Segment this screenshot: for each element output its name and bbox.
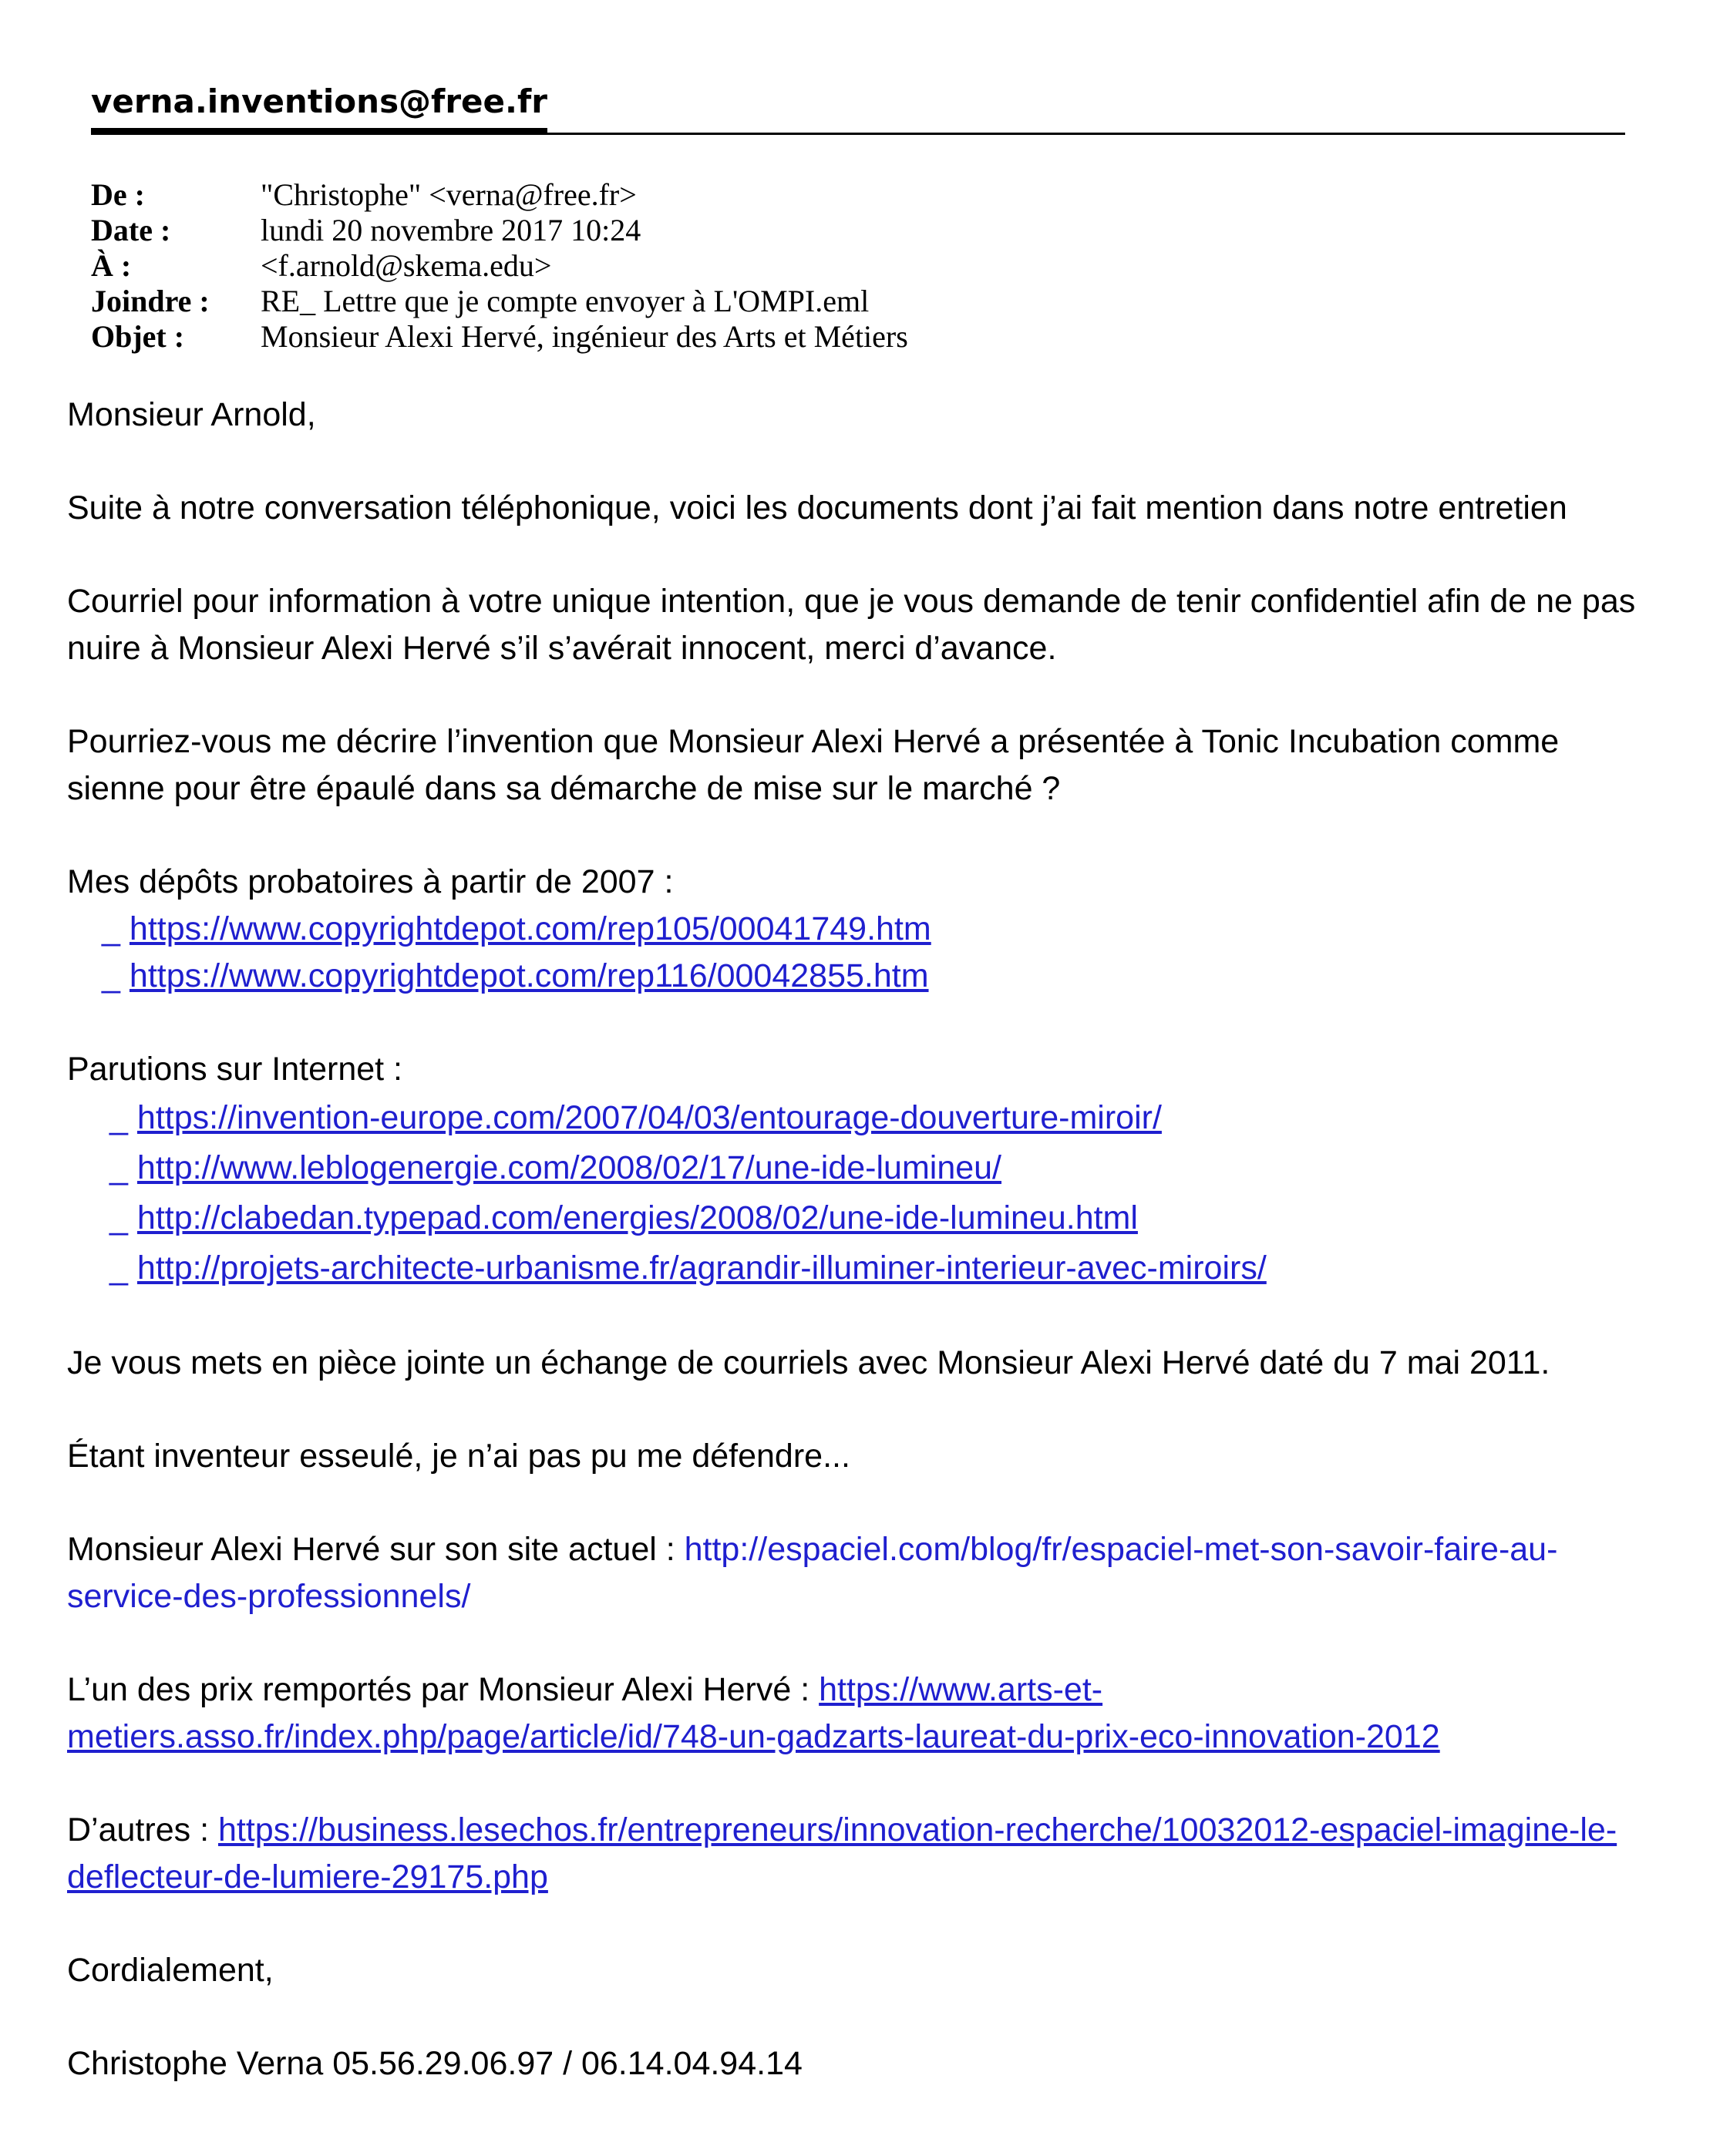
header-label: Date : xyxy=(91,213,171,247)
header-label: Joindre : xyxy=(91,284,210,318)
header-date xyxy=(91,213,908,248)
paragraph-prize xyxy=(67,1667,1655,1761)
prize-prefix: L’un des prix remportés par Monsieur Alexi Hervé : xyxy=(67,1671,820,1708)
paragraph-others xyxy=(67,1807,1655,1901)
greeting: Monsieur Arnold, xyxy=(67,396,316,433)
parution-link[interactable]: http://clabedan.typepad.com/energies/2008/02/une-ide-lumineu.html xyxy=(136,1199,1138,1236)
site-prefix: Monsieur Alexi Hervé sur son site actuel : xyxy=(67,1531,685,1568)
header-value: <f.arnold@skema.edu> xyxy=(261,248,552,283)
prize-link[interactable]: https://www.arts-et-metiers.asso.fr/index.php/page/article/id/748-un-gadzarts-laureat-du-prix-eco-innovation-2012 xyxy=(67,1671,1440,1755)
parutions-heading: Parutions sur Internet : xyxy=(67,1051,402,1088)
header-label: Objet : xyxy=(91,319,185,354)
deposit-link[interactable]: https://www.copyrightdepot.com/rep105/00041749.htm xyxy=(129,910,931,947)
parution-link[interactable]: http://www.leblogenergie.com/2008/02/17/une-ide-lumineu/ xyxy=(136,1149,1002,1186)
list-item xyxy=(67,1093,1655,1143)
header-value: "Christophe" <verna@free.fr> xyxy=(261,177,637,212)
header-label: De : xyxy=(91,177,145,212)
bullet: _ xyxy=(109,1099,128,1136)
header-value[interactable]: RE_ Lettre que je compte envoyer à L'OMPI.eml xyxy=(261,284,870,318)
others-link[interactable]: https://business.lesechos.fr/entrepreneurs/innovation-recherche/10032012-espaciel-imagine-le-deflecteur-de-lumiere-29175.php xyxy=(67,1811,1617,1895)
list-item xyxy=(67,953,1655,1000)
parutions-section xyxy=(67,1046,1655,1293)
parution-link[interactable]: http://projets-architecte-urbanisme.fr/agrandir-illuminer-interieur-avec-miroirs/ xyxy=(136,1250,1267,1287)
paragraph-attachment-note: Je vous mets en pièce jointe un échange de courriels avec Monsieur Alexi Hervé daté du 7 mai 2011. xyxy=(67,1344,1550,1381)
paragraph-defense: Étant inventeur esseulé, je n’ai pas pu me défendre... xyxy=(67,1438,850,1475)
header-label: À : xyxy=(91,248,132,283)
others-prefix: D’autres : xyxy=(67,1811,218,1848)
title-divider xyxy=(91,133,1625,135)
header-value: lundi 20 novembre 2017 10:24 xyxy=(261,213,641,247)
deposits-heading: Mes dépôts probatoires à partir de 2007 : xyxy=(67,863,674,900)
bullet: _ xyxy=(109,1199,128,1236)
deposits-section xyxy=(67,859,1655,1000)
parution-link[interactable]: https://invention-europe.com/2007/04/03/entourage-douverture-miroir/ xyxy=(136,1099,1162,1136)
bullet: _ xyxy=(102,910,120,947)
email-body xyxy=(67,392,1655,2134)
list-item xyxy=(67,1193,1655,1243)
site-link[interactable]: http://espaciel.com/blog/fr/espaciel-met-son-savoir-faire-au-service-des-professionnels/ xyxy=(67,1531,1558,1615)
deposit-link[interactable]: https://www.copyrightdepot.com/rep116/00042855.htm xyxy=(129,957,929,994)
bullet: _ xyxy=(102,957,120,994)
paragraph-intro: Suite à notre conversation téléphonique, voici les documents dont j’ai fait mention dans notre entretien xyxy=(67,489,1567,526)
signature: Christophe Verna 05.56.29.06.97 / 06.14.04.94.14 xyxy=(67,2045,803,2082)
email-headers xyxy=(91,177,908,355)
header-to xyxy=(91,248,908,284)
paragraph-question: Pourriez-vous me décrire l’invention que Monsieur Alexi Hervé a présentée à Tonic Incubation comme sienne pour être épaulé dans sa démarche de mise sur le marché ? xyxy=(67,723,1560,807)
list-item xyxy=(67,1143,1655,1193)
closing: Cordialement, xyxy=(67,1952,274,1989)
paragraph-site xyxy=(67,1526,1655,1620)
list-item xyxy=(67,906,1655,953)
paragraph-confidential: Courriel pour information à votre unique intention, que je vous demande de tenir confidentiel afin de ne pas nuire à Monsieur Alexi Hervé s’il s’avérait innocent, merci d’avance. xyxy=(67,583,1636,667)
header-subject xyxy=(91,319,908,355)
header-attachment xyxy=(91,284,908,319)
bullet: _ xyxy=(109,1149,128,1186)
list-item xyxy=(67,1243,1655,1293)
bullet: _ xyxy=(109,1250,128,1287)
header-value: Monsieur Alexi Hervé, ingénieur des Arts et Métiers xyxy=(261,319,908,354)
header-from xyxy=(91,177,908,213)
mailbox-title: verna.inventions@free.fr xyxy=(91,80,547,135)
